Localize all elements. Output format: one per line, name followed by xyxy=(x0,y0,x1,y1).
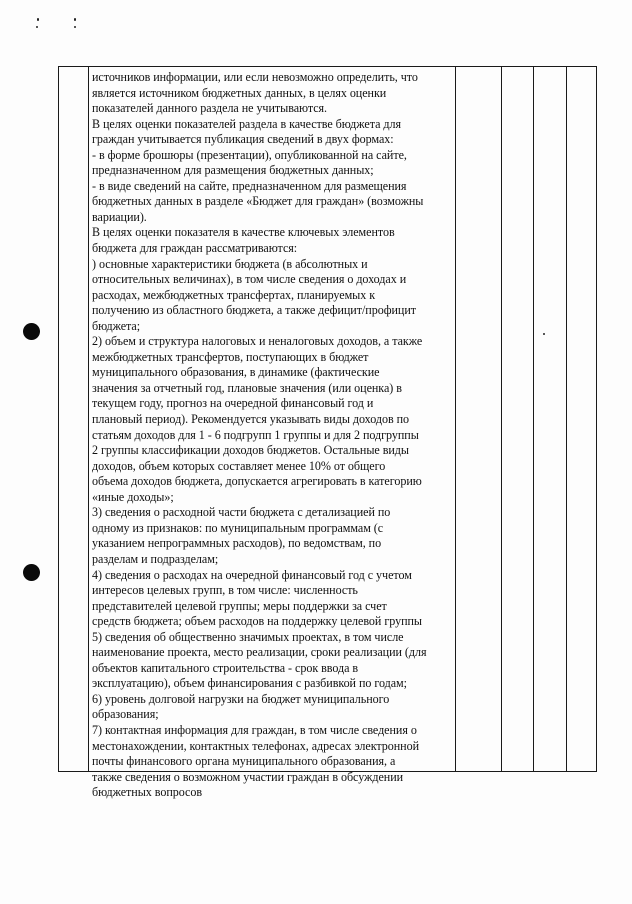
text-line: источников информации, или если невозможно определить, что xyxy=(92,70,418,84)
text-line: 2) объем и структура налоговых и неналоговых доходов, а также xyxy=(92,334,423,349)
text-line: 4) сведения о расходах на очередной финансовый год с учетом xyxy=(92,567,412,582)
text-line: ) основные характеристики бюджета (в абсолютных и xyxy=(92,256,368,271)
text-line: - в виде сведений на сайте, предназначенном для размещения xyxy=(92,178,407,193)
text-line: бюджета для граждан рассматриваются: xyxy=(92,241,298,256)
text-line: 7) контактная информация для граждан, в том числе сведения о xyxy=(92,722,417,737)
text-line: муниципального образования, в динамике (фактические xyxy=(92,365,380,380)
text-line: средств бюджета; объем расходов на поддержку целевой группы xyxy=(92,614,422,629)
text-line: вариации). xyxy=(92,209,147,224)
text-line: объектов капитального строительства - срок ввода в xyxy=(92,660,359,675)
column-divider-3 xyxy=(501,66,502,772)
text-line: показателей данного раздела не учитываются. xyxy=(92,101,328,116)
text-line: интересов целевых групп, в том числе: численность xyxy=(92,583,358,598)
text-line: статьям доходов для 1 - 6 подгрупп 1 группы и для 2 подгруппы xyxy=(92,427,419,442)
scan-speck xyxy=(36,26,38,28)
text-line: является источником бюджетных данных, в целях оценки xyxy=(92,85,387,100)
text-line: 3) сведения о расходной части бюджета с детализацией по xyxy=(92,505,391,520)
text-line: также сведения о возможном участии граждан в обсуждении xyxy=(92,769,404,784)
text-line: почты финансового органа муниципального образования, а xyxy=(92,754,396,769)
text-line: 5) сведения об общественно значимых проектах, в том числе xyxy=(92,629,404,644)
text-line: межбюджетных трансфертов, поступающих в бюджет xyxy=(92,349,369,364)
text-line: местонахождении, контактных телефонах, адресах электронной xyxy=(92,738,420,753)
text-line: В целях оценки показателей раздела в качестве бюджета для xyxy=(92,116,401,131)
scan-speck xyxy=(543,333,545,335)
text-line: образования; xyxy=(92,707,159,722)
text-line: предназначенном для размещения бюджетных данных; xyxy=(92,163,374,178)
text-line: расходах, межбюджетных трансфертах, планируемых к xyxy=(92,287,376,302)
text-line: доходов, объем которых составляет менее 10% от общего xyxy=(92,458,386,473)
column-divider-2 xyxy=(455,66,456,772)
text-line: разделам и подразделам; xyxy=(92,551,219,566)
text-line: 2 группы классификации доходов бюджетов. Остальные виды xyxy=(92,443,409,458)
text-line: 6) уровень долговой нагрузки на бюджет муниципального xyxy=(92,691,390,706)
hole-punch xyxy=(23,564,40,581)
text-line: «иные доходы»; xyxy=(92,489,174,504)
text-line: относительных величинах), в том числе сведения о доходах и xyxy=(92,272,407,287)
scan-speck xyxy=(74,18,76,21)
text-line: эксплуатацию), объем финансирования с разбивкой по годам; xyxy=(92,676,407,691)
text-line: В целях оценки показателя в качестве ключевых элементов xyxy=(92,225,395,240)
text-line: получению из областного бюджета, а также дефицит/профицит xyxy=(92,303,416,318)
scan-speck xyxy=(74,26,76,28)
text-line: бюджетных вопросов xyxy=(92,785,203,800)
hole-punch xyxy=(23,323,40,340)
text-line: представителей целевой группы; меры поддержки за счет xyxy=(92,598,387,613)
criteria-description-cell xyxy=(92,70,454,801)
column-divider-1 xyxy=(88,66,89,772)
column-divider-5 xyxy=(566,66,567,772)
text-line: наименование проекта, место реализации, сроки реализации (для xyxy=(92,645,427,660)
text-line: одному из признаков: по муниципальным программам (с xyxy=(92,520,384,535)
text-line: граждан учитывается публикация сведений в двух формах: xyxy=(92,132,394,147)
text-line: значения за отчетный год, плановые значения (или оценка) в xyxy=(92,380,402,395)
text-line: указанием непрограммных расходов), по ведомствам, по xyxy=(92,536,382,551)
text-line: текущем году, прогноз на очередной финансовый год и xyxy=(92,396,374,411)
column-divider-4 xyxy=(533,66,534,772)
text-line: плановый период). Рекомендуется указывать виды доходов по xyxy=(92,412,410,427)
text-line: бюджета; xyxy=(92,318,141,333)
text-line: объема доходов бюджета, допускается агрегировать в категорию xyxy=(92,474,422,489)
text-line: бюджетных данных в разделе «Бюджет для граждан» (возможны xyxy=(92,194,424,209)
scan-speck xyxy=(37,18,39,21)
text-line: - в форме брошюры (презентации), опубликованной на сайте, xyxy=(92,147,407,162)
